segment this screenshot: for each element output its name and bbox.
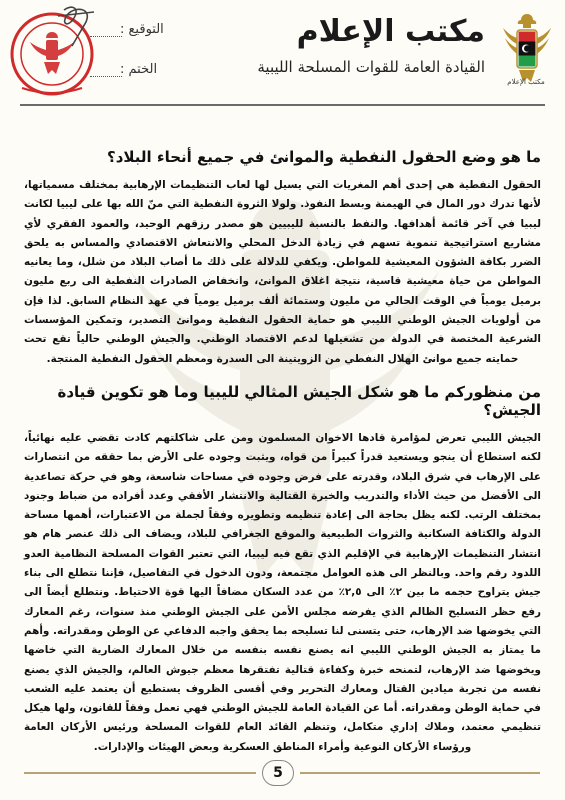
signature-label: التوقيع :	[120, 22, 164, 37]
section-title-ideal-army: من منظوركم ما هو شكل الجيش المثالي لليبيا وما هو تكوين قيادة الجيش؟	[57, 382, 541, 419]
header-divider	[20, 104, 545, 106]
emblem-caption: مكتب الإعلام	[507, 78, 545, 86]
page-number: 5	[262, 760, 294, 786]
letterhead	[0, 0, 565, 96]
office-subtitle: القيادة العامة للقوات المسلحة الليبية	[257, 58, 485, 76]
section-body-ideal-army: الجيش الليبي تعرض لمؤامرة قادها الاخوان المسلمون ومن على شاكلتهم كادت تقضي عليه نهائياً، لكنه استطاع أن ينجو ويستعيد قدراً كبيراً من قواه، ويثبت وجوده على الأرض بما حققه من انتصارات على الإرهاب في شرق البلاد، وقدرته على فرض وجوده في مساحات شاسعة، وهو في حركة تصاعدية الى الأفضل من حيث الأداء والتدريب والخبرة القتالية والانتشار الأفقي وعدد أفراده من ضباط وجنود بمختلف الرتب. لكنه يظل بحاجة الى إعادة تنظيمه وتطويره وفقاً لجملة من الاعتبارات، أهمها مساحة الدولة والكثافة السكانية والثروات الطبيعية والموقع الجغرافي للبلاد، ويضاف الى ذلك عنصر هام هو انتشار التنظيمات الإرهابية في الإقليم الذي تقع فيه ليبيا، التي تعتبر القوات المسلحة النظامية العدو اللدود رقم واحد. وبالنظر الى هذه العوامل مجتمعة، ودون الدخول في التفاصيل، فإننا نتطلع الى بناء جيش يتراوح حجمه ما بين ٢٪ الى ٢,٥٪ من عدد السكان مضافاً اليها قوة الاحتياط. ونتطلع أيضاً الى رفع حظر التسليح الظالم الذي يفرضه مجلس الأمن على الجيش الوطني منذ سنوات، رغم المعارك التي يخوضها ضد الإرهاب، حتى يتسنى لنا تسليحه بما يحقق واجبه الدفاعي عن الوطن ومقدراته. وأهم ما يمتاز به الجيش الوطني الليبي انه يصنع نفسه بنفسه من خلال المعارك الضارية التي خاضها ويخوضها ضد الإرهاب، لتمنحه خبرة وكفاءة قتالية تفتقرها معظم جيوش العالم، والجيش الذي يصنع نفسه من تجربة ميادين القتال ومعارك التحرير وفي أقسى الظروف يستطيع أن يعتمد عليه الشعب في حماية الوطن ومقدراته. أما عن القيادة العامة للجيش الوطني فهي تعمل وفقاً للقانون، ولها هيكل تنظيمي معتمد، وملاك إداري متكامل، وتنظم القائد العام للقوات المسلحة ورئيس الأركان العامة ورؤساء الأركان النوعية وأمراء المناطق العسكرية وبعض الهيئات والإدارات.	[24, 431, 541, 753]
section-title-oil-fields: ما هو وضع الحقول النفطية والموانئ في جميع أنحاء البلاد؟	[107, 148, 541, 166]
article-body	[24, 148, 541, 757]
section-body-oil-fields: الحقول النفطية هي إحدى أهم المغريات التي يسيل لها لعاب التنظيمات الإرهابية بمختلف مسمياتها، لأنها تدرك دور المال في الهيمنة وبسط النفوذ. ولولا الثروة النفطية التي منّ الله بها على ليبيا لكانت ليبيا في آخر قائمة أهدافها. والنفط بالنسبة لليبيين هو مصدر رزقهم الوحيد، والعمود الفقري لأي مشاريع استراتيجية تنموية تسهم في زيادة الدخل المحلي والانتعاش الاقتصادي والمساس به يلحق الضرر بكافة الشؤون المعيشية للمواطن. ويكفي للدلالة على ذلك ما أصاب البلاد من شلل، وما يعانيه المواطن من حياة معيشية قاسية، نتيجة اغلاق الموانئ، وانخفاض الصادرات النفطية الى ربع مليون برميل يومياً في الوقت الحالي من مليون وستمائة ألف برميل يومياً في عهد النظام السابق. لذا فإن من أولويات الجيش الوطني الليبي هو حماية الحقول النفطية وموانئ التصدير، وتمكين المؤسسات الشرعية المختصة في الدولة من تشغيلها لدعم الاقتصاد الوطني. والجيش الوطني حالياً تقع تحت حمايته جميع موانئ الهلال النفطي من الزويتينة الى السدرة ومعظم الحقول النفطية المنتجة.	[24, 179, 541, 365]
footer-line-right	[300, 772, 540, 774]
official-stamp-icon	[2, 2, 112, 100]
seal-label: الختم :	[120, 62, 158, 77]
libya-hawk-emblem-icon	[499, 8, 555, 88]
footer-line-left	[24, 772, 256, 774]
office-title: مكتب الإعلام	[296, 14, 485, 49]
